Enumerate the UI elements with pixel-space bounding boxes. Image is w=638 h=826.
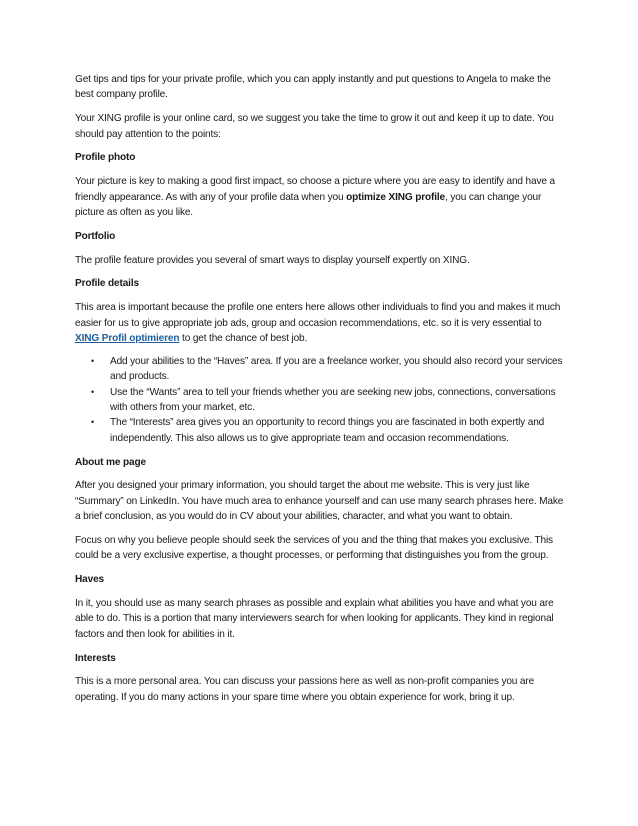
optimize-xing-profile-bold: optimize XING profile <box>346 191 446 203</box>
section-heading-haves: Haves <box>75 574 104 586</box>
section-heading-about-me-page: About me page <box>75 456 146 468</box>
about-me-paragraph-2: Focus on why you believe people should seek the services of you and the thing that makes you exclusive. This could be a very exclusive expertise, a thought processes, or performing that distinguishes you from the group. <box>75 535 553 562</box>
list-item-text: The “Interests” area gives you an opportunity to record things you are fascinated in both expertly and independently. This also allows us to give appropriate team and occasion recommendations. <box>110 417 545 444</box>
bullet-icon: • <box>91 355 95 366</box>
profile-photo-text-after: , you can change your picture as often as you like. <box>75 191 542 219</box>
haves-paragraph: In it, you should use as many search phrases as possible and explain what abilities you have and what you are able to do. This is a portion that many interviewers search for when looking for applicants. They kind in regional factors and then look for abilities in it. <box>75 598 554 640</box>
profile-details-text-after: to get the chance of best job. <box>179 333 308 345</box>
section-heading-interests: Interests <box>75 652 116 664</box>
bullet-icon: • <box>91 386 95 397</box>
xing-profil-optimieren-link[interactable]: XING Profil optimieren <box>75 333 180 345</box>
list-item <box>91 354 565 385</box>
list-item-text: Add your abilities to the “Haves” area. If you are a freelance worker, you should also record your services and products. <box>110 355 563 383</box>
portfolio-paragraph: The profile feature provides you several of smart ways to display yourself expertly on XING. <box>75 254 470 266</box>
list-item <box>91 385 565 416</box>
profile-details-text-before: This area is important because the profile one enters here allows other individuals to find you and makes it much easier for us to give appropriate job ads, group and occasion recommendations, etc. so it is very essential to <box>75 302 561 329</box>
list-item-text: Use the “Wants” area to tell your friends whether you are seeking new jobs, connections, conversations with others from your market, etc. <box>110 386 556 414</box>
profile-details-bullet-list <box>75 354 565 446</box>
profile-details-paragraph <box>75 300 565 346</box>
about-me-paragraph-1: After you designed your primary information, you should target the about me website. This is very just like “Summary” on LinkedIn. You have much area to enhance yourself and can use many search phrases here. Make a brief conclusion, as you would do in CV about your abilities, character, and what you want to obtain. <box>75 480 564 523</box>
section-heading-profile-details: Profile details <box>75 278 139 290</box>
list-item <box>91 415 565 446</box>
section-heading-profile-photo: Profile photo <box>75 152 136 164</box>
profile-photo-paragraph <box>75 174 565 220</box>
profile-photo-text-before: Your picture is key to making a good first impact, so choose a picture where you are easy to identify and have a friendly appearance. As with any of your profile data when you <box>75 176 555 203</box>
intro-paragraph-1: Get tips and tips for your private profile, which you can apply instantly and put questions to Angela to make the best company profile. <box>75 74 551 101</box>
section-heading-portfolio: Portfolio <box>75 230 116 242</box>
intro-paragraph-2: Your XING profile is your online card, so we suggest you take the time to grow it out and keep it up to date. You should pay attention to the points: <box>75 113 554 140</box>
document-page <box>75 72 565 714</box>
interests-paragraph: This is a more personal area. You can discuss your passions here as well as non-profit companies you are operating. If you do many actions in your spare time where you obtain experience for work, bring it up. <box>75 676 535 703</box>
bullet-icon: • <box>91 417 95 428</box>
